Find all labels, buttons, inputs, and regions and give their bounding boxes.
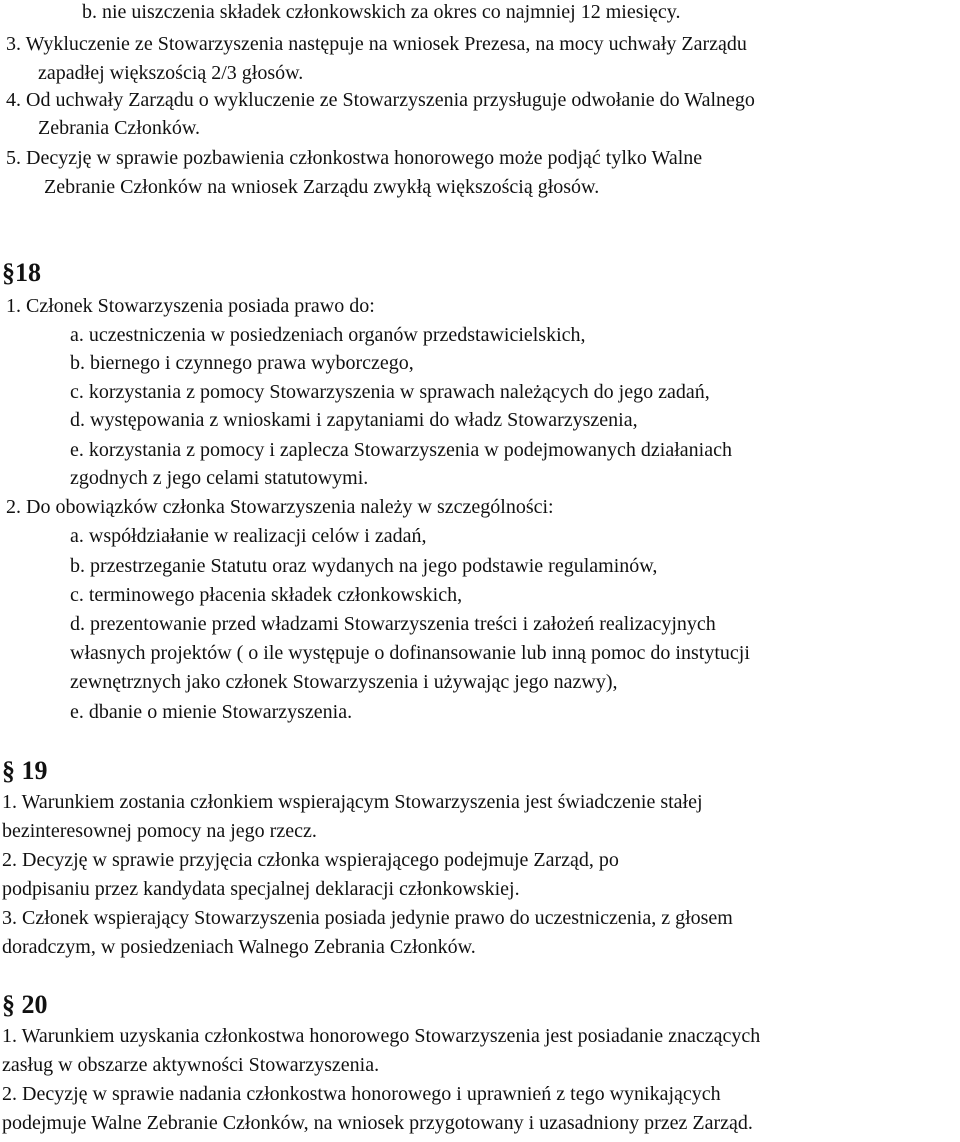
paragraph-line: Zebranie Członków na wniosek Zarządu zwykłą większością głosów. (44, 176, 600, 198)
paragraph-line: 5. Decyzję w sprawie pozbawienia członkostwa honorowego może podjąć tylko Walne (6, 147, 703, 169)
list-item: a. uczestniczenia w posiedzeniach organów przedstawicielskich, (70, 324, 586, 346)
section-number: 18 (15, 258, 41, 287)
paragraph-line: 3. Członek wspierający Stowarzyszenia posiada jedynie prawo do uczestniczenia, z głosem (2, 907, 733, 929)
section-number: 20 (21, 990, 48, 1019)
paragraph-line: 2. Do obowiązków członka Stowarzyszenia należy w szczególności: (6, 496, 554, 518)
paragraph-line: doradczym, w posiedzeniach Walnego Zebrania Członków. (2, 936, 476, 958)
paragraph-line: 3. Wykluczenie ze Stowarzyszenia następuje na wniosek Prezesa, na mocy uchwały Zarządu (6, 33, 747, 55)
list-item: b. biernego i czynnego prawa wyborczego, (70, 352, 414, 374)
paragraph-line: 1. Warunkiem uzyskania członkostwa honorowego Stowarzyszenia jest posiadanie znaczących (2, 1025, 761, 1047)
paragraph-line: podpisaniu przez kandydata specjalnej deklaracji członkowskiej. (2, 878, 520, 900)
list-item: b. przestrzeganie Statutu oraz wydanych na jego podstawie regulaminów, (70, 555, 658, 577)
paragraph-line: 4. Od uchwały Zarządu o wykluczenie ze Stowarzyszenia przysługuje odwołanie do Walnego (6, 89, 755, 111)
paragraph-line: 2. Decyzję w sprawie przyjęcia członka wspierającego podejmuje Zarząd, po (2, 849, 619, 871)
paragraph-line: zasług w obszarze aktywności Stowarzyszenia. (2, 1054, 380, 1076)
section-mark: § (2, 756, 15, 785)
list-item: d. prezentowanie przed władzami Stowarzyszenia treści i założeń realizacyjnych (70, 613, 716, 635)
section-number: 19 (21, 756, 48, 785)
list-item: d. występowania z wnioskami i zapytaniami do władz Stowarzyszenia, (70, 409, 638, 431)
section-mark: § (2, 990, 15, 1019)
list-item: e. dbanie o mienie Stowarzyszenia. (70, 701, 353, 723)
list-item: własnych projektów ( o ile występuje o dofinansowanie lub inną pomoc do instytucji (70, 642, 750, 664)
list-item: e. korzystania z pomocy i zaplecza Stowarzyszenia w podejmowanych działaniach (70, 439, 732, 461)
paragraph-line: b. nie uiszczenia składek członkowskich za okres co najmniej 12 miesięcy. (82, 1, 681, 23)
paragraph-line: 2. Decyzję w sprawie nadania członkostwa honorowego i uprawnień z tego wynikających (2, 1083, 721, 1105)
list-item: zewnętrznych jako członek Stowarzyszenia i używając jego nazwy), (70, 671, 618, 693)
section-heading-18 (2, 258, 41, 288)
list-item: a. współdziałanie w realizacji celów i zadań, (70, 525, 427, 547)
paragraph-line: 1. Członek Stowarzyszenia posiada prawo do: (6, 295, 375, 317)
list-item: zgodnych z jego celami statutowymi. (70, 467, 369, 489)
paragraph-line: bezinteresownej pomocy na jego rzecz. (2, 820, 317, 842)
section-heading-19 (2, 756, 48, 786)
paragraph-line: Zebrania Członków. (38, 117, 200, 139)
paragraph-line: zapadłej większością 2/3 głosów. (38, 62, 304, 84)
section-heading-20 (2, 990, 48, 1020)
paragraph-line: podejmuje Walne Zebranie Członków, na wniosek przygotowany i uzasadniony przez Zarząd. (2, 1112, 753, 1134)
paragraph-line: 1. Warunkiem zostania członkiem wspierającym Stowarzyszenia jest świadczenie stałej (2, 791, 703, 813)
list-item: c. korzystania z pomocy Stowarzyszenia w sprawach należących do jego zadań, (70, 381, 710, 403)
section-mark: § (2, 258, 15, 287)
list-item: c. terminowego płacenia składek członkowskich, (70, 584, 463, 606)
